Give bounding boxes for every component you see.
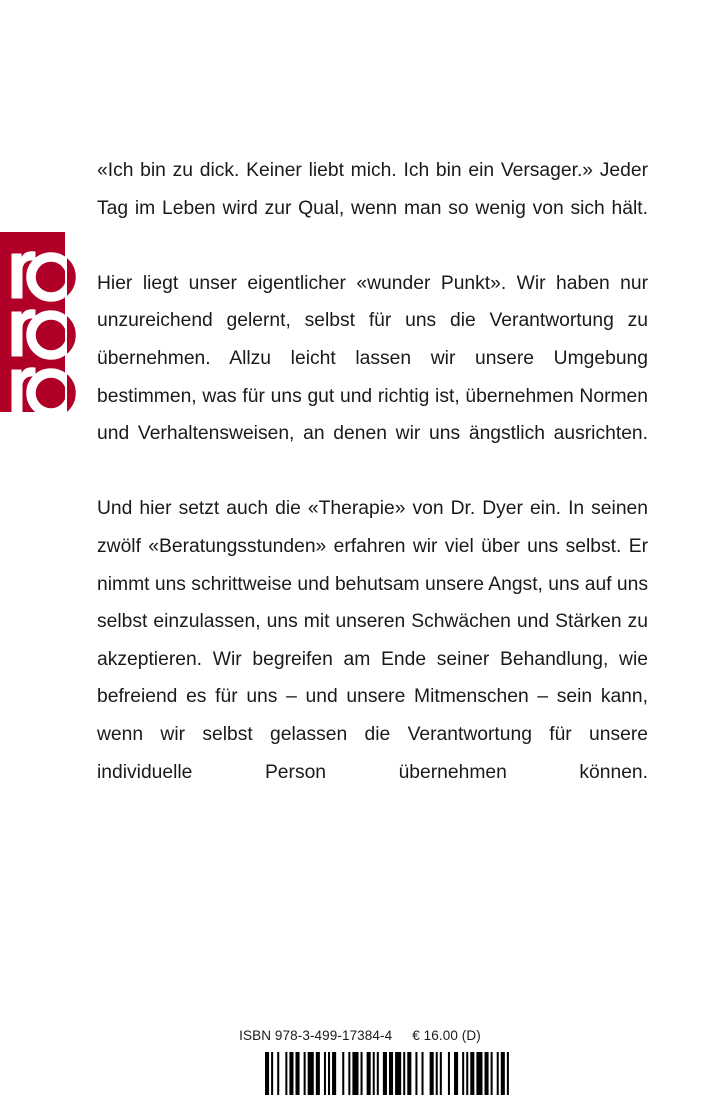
blurb-text (97, 152, 648, 829)
blurb-paragraph-2: Hier liegt unser eigentlicher «wunder Punkt». Wir haben nur unzureichend gelernt, selbst für uns die Verantwortung zu übernehmen. Allzu leicht lassen wir unsere Umgebung bestimmen, was für uns gut und richtig ist, übernehmen Normen und Verhaltensweisen, an denen wir uns ängstlich ausrichten. (97, 272, 648, 445)
price-label: € 16.00 (D) (412, 1028, 481, 1043)
barcode (265, 1052, 515, 1095)
blurb-paragraph-3: Und hier setzt auch die «Therapie» von Dr. Dyer ein. In seinen zwölf «Beratungsstunden» erfahren wir viel über uns selbst. Er nimmt uns schrittweise und behutsam unsere Angst, uns auf uns selbst einzulassen, uns mit unseren Schwächen und Stärken zu akzeptieren. Wir begreifen am Ende seiner Behandlung, wie befreiend es für uns – und unsere Mitmenschen – sein kann, wenn wir selbst gelassen die Verantwortung für unsere individuelle Person übernehmen können. (97, 498, 648, 783)
isbn-price-line (0, 1028, 720, 1043)
blurb-paragraph-1: «Ich bin zu dick. Keiner liebt mich. Ich bin ein Versager.» Jeder Tag im Leben wird zur Qual, wenn man so wenig von sich hält. (97, 160, 648, 219)
isbn-number: ISBN 978-3-499-17384-4 (239, 1028, 393, 1043)
rororo-logo-block (0, 232, 65, 412)
ean13-barcode-svg (265, 1052, 515, 1095)
